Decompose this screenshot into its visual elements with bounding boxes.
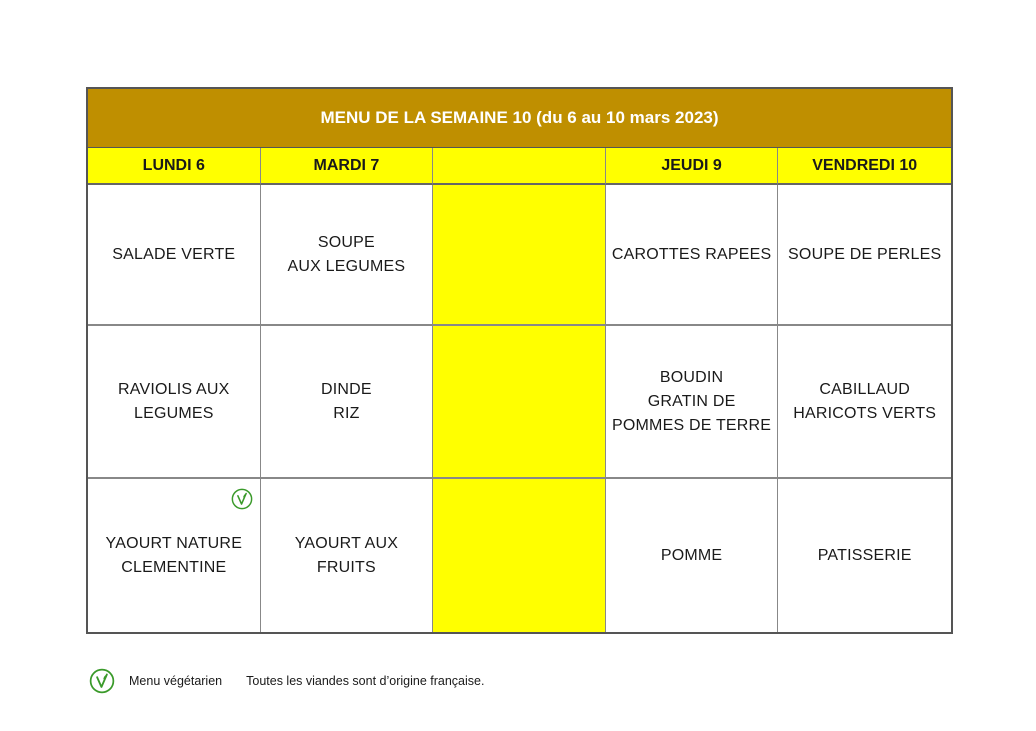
menu-cell [88, 479, 261, 632]
dish-line: SOUPE DE PERLES [788, 245, 942, 263]
dish-line: YAOURT NATURE [105, 534, 243, 552]
dish-line: RAVIOLIS AUX [118, 380, 230, 398]
dish-line: SOUPE [317, 233, 375, 251]
menu-cell-closed [433, 479, 606, 632]
meat-origin-note: Toutes les viandes sont d’origine française. [246, 674, 485, 688]
menu-title: MENU DE LA SEMAINE 10 (du 6 au 10 mars 2023) [88, 89, 951, 148]
menu-cell [778, 185, 951, 326]
dish-line: BOUDIN [659, 368, 724, 386]
dish-line: FRUITS [316, 558, 376, 576]
day-header-wednesday [433, 148, 606, 185]
menu-cell [261, 479, 434, 632]
day-header-thursday: JEUDI 9 [606, 148, 779, 185]
menu-table [86, 87, 953, 634]
vegetarian-icon [231, 488, 253, 510]
menu-cell [778, 479, 951, 632]
dish-line: DINDE [321, 380, 372, 398]
menu-cell [261, 326, 434, 479]
menu-cell [606, 326, 779, 479]
menu-cell-closed [433, 326, 606, 479]
dish-line: LEGUMES [133, 404, 214, 422]
menu-cell [778, 326, 951, 479]
day-header-friday: VENDREDI 10 [778, 148, 951, 185]
menu-cell-closed [433, 185, 606, 326]
dish-line: YAOURT AUX [294, 534, 399, 552]
dish-line: CABILLAUD [819, 380, 911, 398]
menu-cell [606, 185, 779, 326]
dish-line: CAROTTES RAPEES [611, 245, 772, 263]
dish-line: PATISSERIE [817, 546, 912, 564]
dish-line: POMMES DE TERRE [612, 416, 772, 434]
menu-cell [88, 185, 261, 326]
day-header-monday: LUNDI 6 [88, 148, 261, 185]
dish-line: CLEMENTINE [121, 558, 227, 576]
dish-line: GRATIN DE [647, 392, 736, 410]
vegetarian-icon [89, 668, 115, 694]
legend [89, 667, 484, 695]
dish-line: HARICOTS VERTS [793, 404, 937, 422]
menu-cell [88, 326, 261, 479]
menu-cell [261, 185, 434, 326]
dish-line: RIZ [333, 404, 360, 422]
day-header-tuesday: MARDI 7 [261, 148, 434, 185]
menu-cell [606, 479, 779, 632]
dish-line: AUX LEGUMES [287, 257, 406, 275]
dish-line: SALADE VERTE [112, 245, 236, 263]
vegetarian-legend-label: Menu végétarien [129, 674, 223, 688]
dish-line: POMME [660, 546, 723, 564]
